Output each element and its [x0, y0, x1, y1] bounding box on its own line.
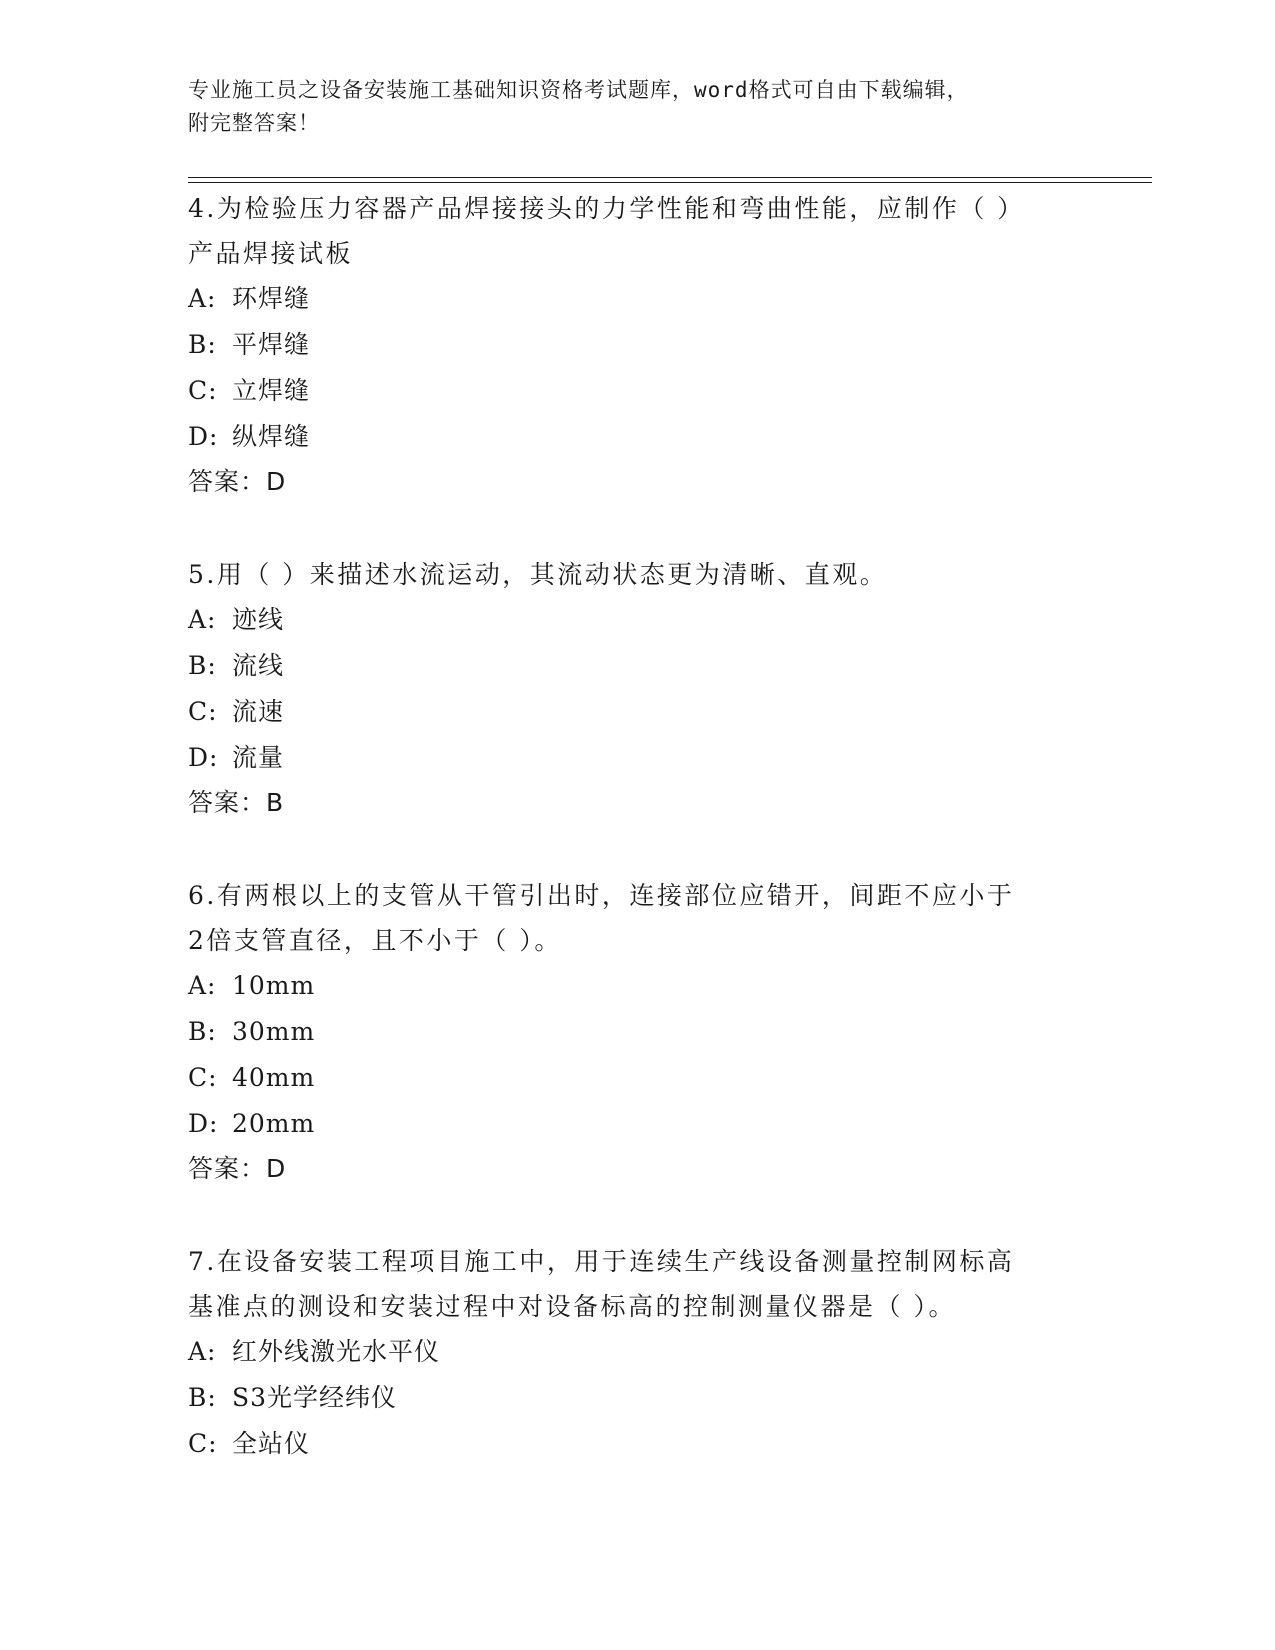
- question-6-text: [188, 873, 1088, 963]
- header-divider-top: [188, 177, 1152, 178]
- document-header: [188, 74, 1068, 140]
- option-key: D:: [188, 743, 219, 772]
- question-6-option-b: [188, 1009, 1088, 1055]
- question-7-text: [188, 1239, 1088, 1329]
- question-4-text: [188, 186, 1088, 276]
- option-value: 迹线: [232, 605, 285, 634]
- question-6: [188, 873, 1088, 1191]
- header-line-1: 专业施工员之设备安装施工基础知识资格考试题库，word格式可自由下载编辑，: [188, 78, 969, 102]
- option-value: 全站仪: [232, 1429, 311, 1458]
- option-value: 30mm: [232, 1017, 316, 1046]
- option-key: D:: [188, 422, 219, 451]
- option-key: A:: [188, 971, 217, 1000]
- question-6-text-line-1: 6.有两根以上的支管从干管引出时，连接部位应错开，间距不应小于: [188, 881, 1015, 910]
- question-4-text-line-1: 4.为检验压力容器产品焊接接头的力学性能和弯曲性能，应制作（ ）: [188, 194, 1025, 223]
- option-value: 流量: [232, 743, 285, 772]
- question-7-text-line-1: 7.在设备安装工程项目施工中，用于连续生产线设备测量控制网标高: [188, 1247, 1015, 1276]
- option-value: 环焊缝: [232, 284, 311, 313]
- option-value: 平焊缝: [232, 330, 311, 359]
- question-6-text-line-2: 2倍支管直径，且不小于（ ）。: [188, 926, 562, 955]
- option-key: C:: [188, 697, 218, 726]
- question-5-option-d: [188, 735, 1088, 781]
- question-6-option-c: [188, 1055, 1088, 1101]
- question-5-text-line-1: 5.用（ ）来描述水流运动，其流动状态更为清晰、直观。: [188, 560, 888, 589]
- question-5-option-b: [188, 643, 1088, 689]
- option-key: C:: [188, 1429, 218, 1458]
- spacer: [188, 1191, 1088, 1239]
- question-5: [188, 552, 1088, 825]
- question-4-answer: 答案：D: [188, 467, 287, 496]
- spacer: [188, 825, 1088, 873]
- option-value: 立焊缝: [232, 376, 311, 405]
- question-5-option-c: [188, 689, 1088, 735]
- option-key: B:: [188, 1383, 217, 1412]
- option-key: A:: [188, 605, 217, 634]
- header-divider-bottom: [188, 182, 1152, 183]
- question-6-option-a: [188, 963, 1088, 1009]
- question-4: [188, 186, 1088, 504]
- option-key: B:: [188, 1017, 217, 1046]
- option-value: 40mm: [232, 1063, 316, 1092]
- option-key: B:: [188, 330, 217, 359]
- option-key: A:: [188, 284, 217, 313]
- question-6-answer: 答案：D: [188, 1154, 287, 1183]
- option-key: B:: [188, 651, 217, 680]
- spacer: [188, 504, 1088, 552]
- option-value: S3光学经纬仪: [232, 1383, 398, 1412]
- question-5-text: [188, 552, 1088, 597]
- option-value: 纵焊缝: [232, 422, 311, 451]
- option-key: C:: [188, 376, 218, 405]
- question-7-option-a: [188, 1329, 1088, 1375]
- question-6-option-d: [188, 1101, 1088, 1147]
- question-7-option-c: [188, 1421, 1088, 1467]
- option-value: 红外线激光水平仪: [232, 1337, 441, 1366]
- question-5-answer: 答案：B: [188, 788, 285, 817]
- question-4-option-c: [188, 368, 1088, 414]
- question-list: [188, 186, 1088, 1467]
- question-7: [188, 1239, 1088, 1467]
- option-key: A:: [188, 1337, 217, 1366]
- question-7-text-line-2: 基准点的测设和安装过程中对设备标高的控制测量仪器是（ ）。: [188, 1292, 956, 1321]
- question-7-option-b: [188, 1375, 1088, 1421]
- question-4-text-line-2: 产品焊接试板: [188, 239, 354, 268]
- header-line-2: 附完整答案！: [188, 111, 320, 135]
- question-5-option-a: [188, 597, 1088, 643]
- option-value: 20mm: [232, 1109, 316, 1138]
- option-value: 流速: [232, 697, 285, 726]
- option-value: 10mm: [232, 971, 316, 1000]
- option-value: 流线: [232, 651, 285, 680]
- question-4-option-b: [188, 322, 1088, 368]
- question-4-option-d: [188, 414, 1088, 460]
- question-4-option-a: [188, 276, 1088, 322]
- option-key: D:: [188, 1109, 219, 1138]
- option-key: C:: [188, 1063, 218, 1092]
